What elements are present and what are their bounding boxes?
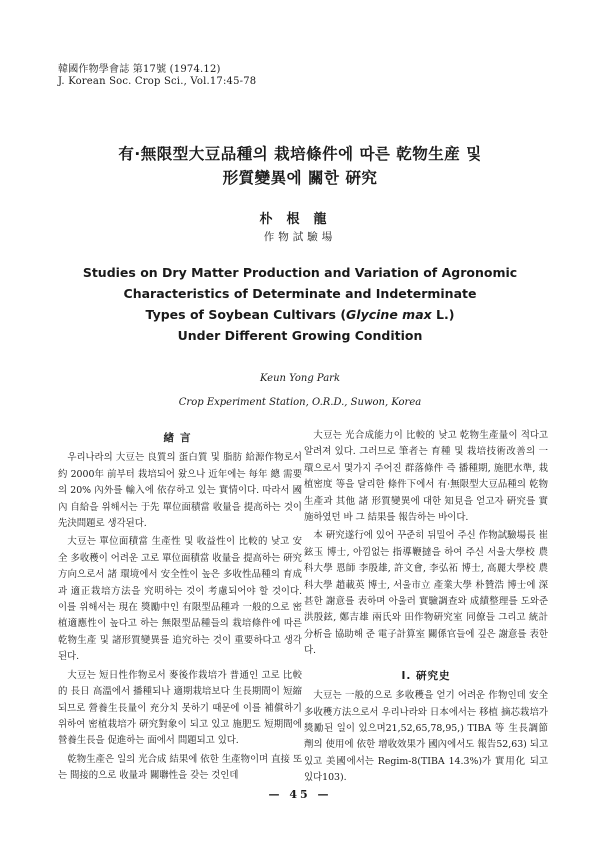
species-name: Glycine max bbox=[346, 307, 432, 322]
body-paragraph: 本 硏究遂行에 있어 꾸준히 뒤밀어 주신 作物試驗場長 崔鉉玉 博士, 아낌없는 指導鞭撻을 하여 주신 서울大學校 農科大學 恩師 李殷雄, 許文會, 李弘祏 博士, 高麗大學校 農科大學 趙載英 博士, 서울市立 產業大學 朴贊浩 博士에 深甚한 謝意를 表하며 아울러 實驗調查와 成績整理를 도와준 洪殷鉉, 鄭吉雄 兩氏와 田作物硏究室 同僚들 그리고 統計分析을 協助해 준 電子計算室 關係官들에 깊은 謝意를 表한다. bbox=[304, 530, 548, 657]
body-paragraph: 大豆는 短日性作物로서 麥後作栽培가 普通인 고로 比較的 長日 高溫에서 播種되나 適期栽培보다 生長期間이 短縮되므로 營養生長量이 充分치 못하기 때문에 이를 補償하기 위하여 密植栽培가 硏究對象이 되고 있고 施肥도 短期間에 營養生長을 促進하는 面에서 問題되고 있다. bbox=[58, 669, 302, 747]
english-title-line-1: Studies on Dry Matter Production and Variation of Agronomic bbox=[82, 265, 518, 280]
journal-header bbox=[58, 64, 256, 88]
english-title bbox=[70, 262, 530, 346]
korean-title bbox=[90, 142, 510, 190]
korean-title-line-1: 有·無限型大豆品種의 栽培條件에 따른 乾物生産 및 bbox=[118, 145, 482, 163]
section-heading-introduction: 緖言 bbox=[163, 432, 197, 444]
body-paragraph: 大豆는 一般的으로 多收穫을 얻기 어려운 作物인데 安全 多收穫方法으로서 우리나라와 日本에서는 移植 摘芯栽培가 獎勵된 일이 있으며21,52,65,78,95,) TIBA 等 生長調節劑의 使用에 依한 增收效果가 國內에서도 報告52,63) 되고 있고 美國에서는 Regim-8(TIBA 14.3%)가 實用化 되고 있다103). bbox=[304, 690, 548, 784]
english-title-line-4: Under Different Growing Condition bbox=[177, 328, 423, 343]
left-column bbox=[58, 428, 302, 787]
right-column bbox=[304, 428, 548, 789]
journal-citation-english: J. Korean Soc. Crop Sci., Vol.17:45-78 bbox=[58, 76, 257, 87]
body-paragraph: 大豆는 光合成能力이 比較的 낮고 乾物生產量이 적다고 알려져 있다. 그러므로 筆者는 育種 및 栽培技術改善의 一環으로서 몇가지 주어진 群落條件 즉 播種期, 施肥水準, 栽植密度 等을 달리한 條件下에서 有·無限型大豆品種의 乾物生產과 其他 諸 形質變異에 대한 知見을 얻고자 硏究를 實施하였던 바 그 結果를 報告하는 바이다. bbox=[304, 430, 548, 524]
body-paragraph: 우리나라의 大豆는 良質의 蛋白質 및 脂肪 給源作物로서 約 2000年 前부터 栽培되어 왔으나 近年에는 每年 總 需要의 20% 內外를 輸入에 依存하고 있는 實情이다. 따라서 國內 自給을 위해서는 于先 單位面積當 收量을 提高하는 것이 先決問題로 생각된다. bbox=[58, 452, 302, 530]
body-paragraph: 乾物生產은 일의 光合成 結果에 依한 生產物이며 直接 또는 間接的으로 收量과 關聯性을 갖는 것인데 bbox=[58, 753, 302, 782]
section-heading-research-history: I. 硏究史 bbox=[401, 669, 451, 682]
english-title-line-3-suffix: L.) bbox=[431, 307, 455, 322]
english-title-line-3 bbox=[70, 304, 530, 325]
english-title-line-3-prefix: Types of Soybean Cultivars ( bbox=[145, 307, 347, 322]
body-paragraph: 大豆는 單位面積當 生產性 및 收益性이 比較的 낮고 安全 多收穫이 어려운 고로 單位面積當 收量을 提高하는 硏究方向으로서 諸 環境에서 安全性이 높은 多收性品種의 育成과 適正栽培方法을 究明하는 것이 考慮되어야 할 것이다. 이를 위해서는 現在 獎勵中인 有限型品種과 一般的으로 密植適應性이 높다고 하는 無限型品種들의 栽培條件에 따른 乾物生產 및 諸形質變異를 追究하는 것이 重要하다고 생각된다. bbox=[58, 536, 302, 663]
author-english: Keun Yong Park bbox=[259, 373, 341, 384]
affiliation-korean: 作物試驗場 bbox=[263, 231, 337, 243]
korean-title-line-2: 形質變異에 關한 硏究 bbox=[222, 169, 378, 187]
page-number: — 45 — bbox=[268, 788, 332, 801]
affiliation-english: Crop Experiment Station, O.R.D., Suwon, Korea bbox=[178, 397, 422, 408]
author-korean: 朴根龍 bbox=[259, 212, 341, 227]
journal-citation-korean: 韓國作物學會誌 第17號 (1974.12) bbox=[58, 64, 221, 75]
english-title-line-2: Characteristics of Determinate and Indeterminate bbox=[123, 286, 477, 301]
